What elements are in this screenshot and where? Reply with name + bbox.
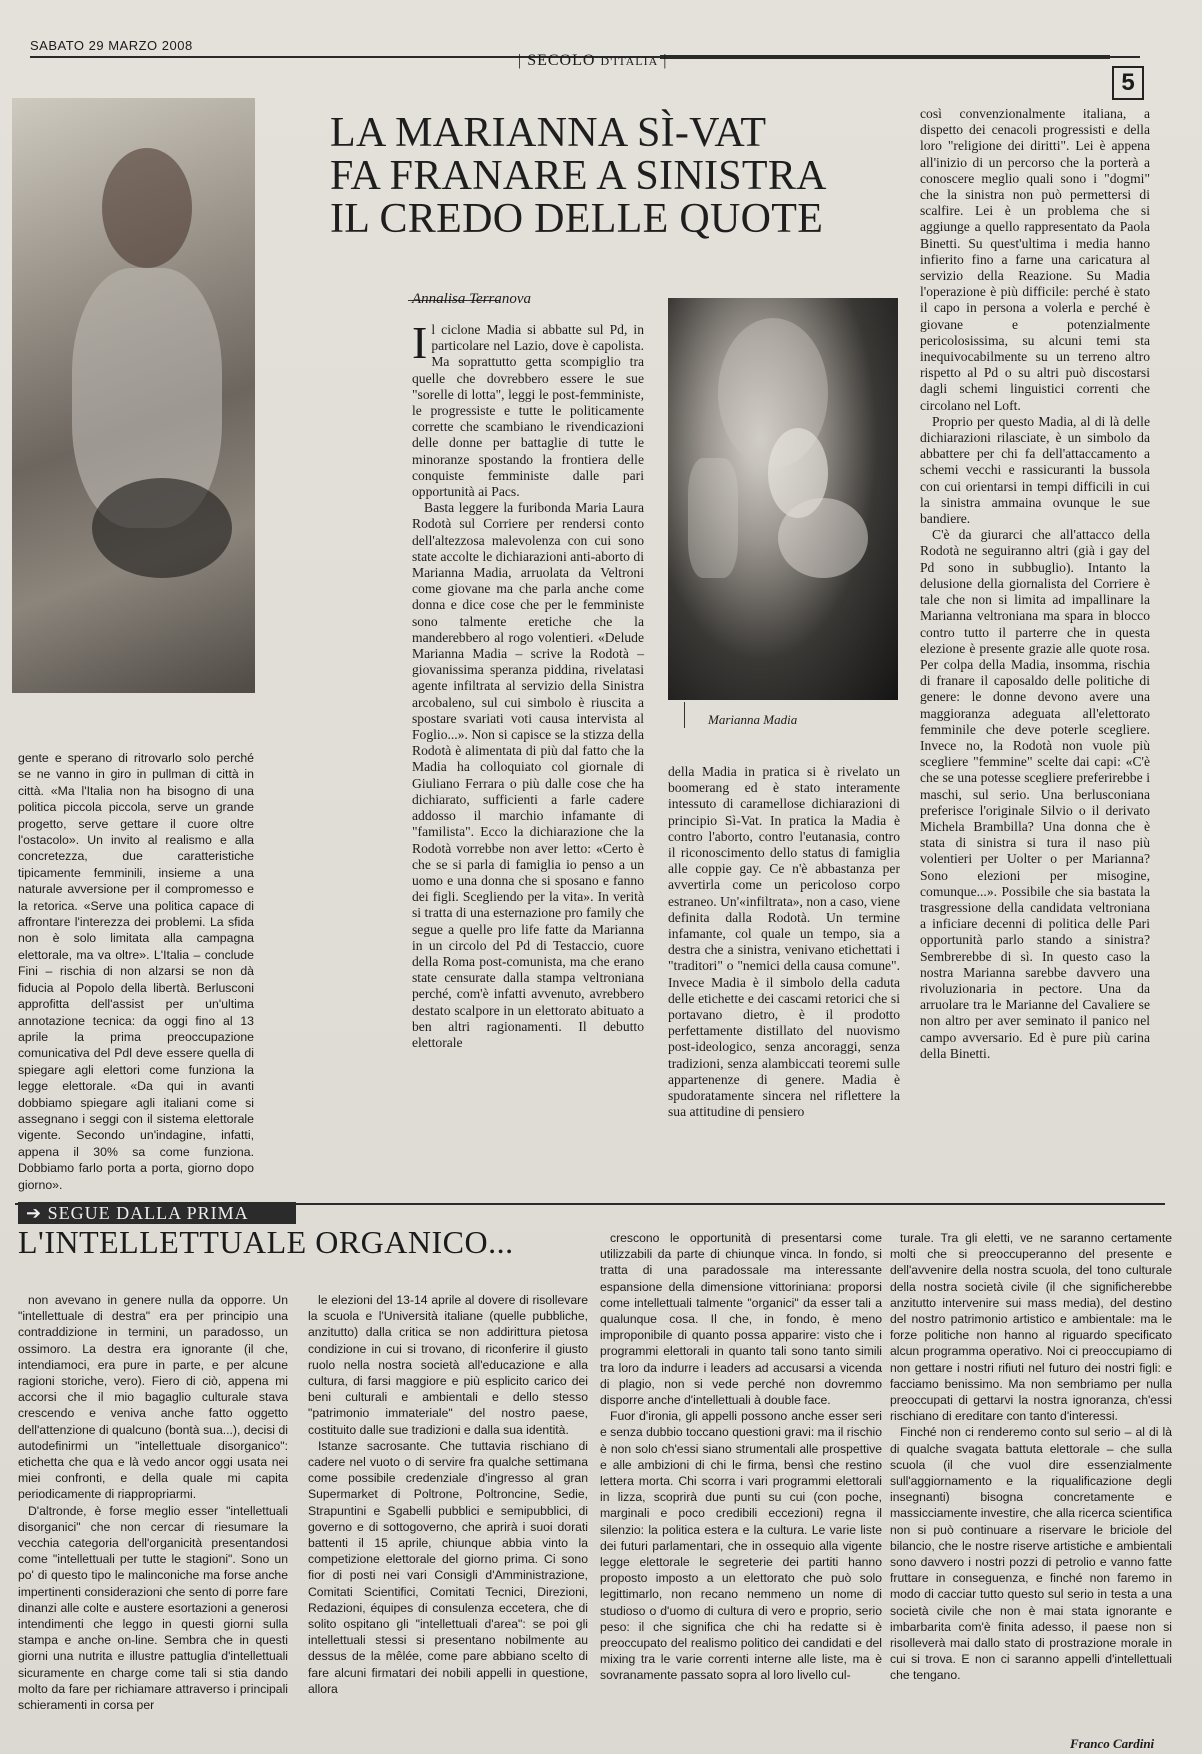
paragraph: D'altronde, è forse meglio esser "intellettuali disorganici" che non cercar di riesumare la vecchia categoria dell'organicità presentandosi come "intellettuali per tutte le stagioni". Sono un po' di questo tipo le malinconiche ma forse anche impertinenti considerazioni che sento di porre fare dinanzi alle colte e austere esortazioni a generosi intendimenti che leggo in questi giorni sulla stampa e anche on-line. Sembra che in questi giorni una nutrita e illustre pattuglia d'intellettuali sicuramente en charge come tali si stia dando molto da fare per richiamare attraverso i principali schieramenti in corsa per [18,1503,288,1713]
second-article-column-2 [308,1292,588,1750]
paragraph: C'è da giurarci che all'attacco della Rodotà ne seguiranno altri (già i gay del Pd sono in subbuglio). Intanto la delusione della giornalista del Corriere è tale che non si limita ad impallinare la Marianna veltroniana ma spara in blocco contro tutto il parterre che in questa elezione è presente grazie alle quote rosa. Per colpa della Madia, insomma, rischia di franare il caposaldo delle politiche di genere: le donne devono avere una maggioranza adeguata all'elettorato femminile che deve poterle scegliere. Invece no, la Rodotà non vuole più scegliere "femmine" scelte dai capi: «C'è che se una potesse scegliere preferirebbe i maschi, sul serio. Una berlusconiana preferisce l'originale Silvio o il derivato Michela Brambilla? Una donna che è stata di sinistra si tura il naso più volentieri per Uolter o per Marianna? Sono elezioni per misogine, comunque...». Possibile che sia bastata la trasgressione della candidata veltroniana a inficiare decenni di politica delle Pari opportunità parlo stando a sinistra? Sembrerebbe di sì. In questo caso la nostra Marianna sarebbe davvero una rivoluzionaria in pectore. Una da arruolare tra le Marianne del Cavaliere se non altro per aver seminato il panico nel campo avversario. Ed è pure più carina della Binetti. [920,527,1150,1061]
second-article-column-1 [18,1292,288,1750]
photo-woman-smiling [12,98,255,693]
paragraph: Proprio per questo Madia, al di là delle dichiarazioni rilasciate, è un simbolo da abbattere per chi fa dell'attaccamento a schemi vecchi e rassicuranti la bussola con cui orientarsi in tempi difficili in cui la sinistra ammaina ovunque le sue bandiere. [920,413,1150,527]
paragraph: Fuor d'ironia, gli appelli possono anche esser seri e senza dubbio toccano questioni gravi: ma il rischio è non solo ch'essi siano strumentali alle prospettive e alle ambizioni di chi le firma, bensì che restino lettera morta. Chi scorra i vari programmi elettorali in lizza, scoprirà due punti su cui (con poche, marginali e poco credibili eccezioni) regna il silenzio: la politica estera e la cultura. Le varie liste dei futuri parlamentari, che in ossequio alla vigente legge elettorale le segreterie dei partiti hanno proposto imposto a un elettorato che può solo legittimarlo, non recano nemmeno un nome di studioso o d'uomo di cultura di vero e proprio, serio peso: il che significa che chi ha redatte si è preoccupato del realismo politico dei candidati e del mixing tra le varie correnti interne alle liste, ma è sovranamente passato sopra al loro livello cul- [600,1409,882,1683]
caption-bar [684,702,685,728]
paragraph: non avevano in genere nulla da opporre. Un "intellettuale di destra" era per principio una contraddizione in termini, un paradosso, un ossimoro. La destra era ignorante (il che, intendiamoci, era pure in parte, e per alcune ragioni storiche, vero). Fiero di ciò, appena mi accorsi che il mio bagaglio culturale stava crescendo e veniva anche fatto oggetto dell'attenzione di qualcuno (bontà sua...), decisi di autodefinirmi un "intellettuale disorganico": etichetta che qua e là vedo ancor oggi usata nei miei confronti, e della quale mi capita periodicamente di riappropriarmi. [18,1293,288,1502]
paragraph: così convenzionalmente italiana, a dispetto dei cenacoli progressisti e della loro "religione dei diritti". Lei è appena all'inizio di un percorso che la porterà a conoscere meglio quali sono i "dogmi" che la sinistra non può permettersi di scalfire. Lei è un problema che si aggiunge a quello rappresentato da Paola Binetti. Su quest'ultima i media hanno infierito fino a farne una caricatura al servizio della Reazione. Su Madia l'operazione è più difficile: perché è stato il capo in persona a volerla e perché è giovane e potenzialmente pericolosissima, su alcuni temi sta inequivocabilmente su un terreno altro rispetto al Pd o su altri può discostarsi dagli schemi linguistici correnti che circolano nel Loft. [920,106,1150,413]
header-rule-thick [660,55,1110,59]
paragraph [412,317,644,500]
author-signature: Franco Cardini [1070,1736,1155,1751]
title-line: LA MARIANNA SÌ-VAT [330,110,767,156]
page-number: 5 [1112,66,1144,100]
article-column-3 [668,764,900,1202]
publication-suffix: D'ITALIA [600,54,659,68]
second-article-column-4 [890,1230,1172,1735]
publication-name: | SECOLO D'ITALIA | [518,52,668,69]
paragraph: Istanze sacrosante. Che tuttavia rischiano di cadere nel vuoto o di servire fra qualche settimana come possibile credenziale d'ingresso al gran Supermarket di Poltrone, Poltroncine, Sedie, Strapuntini e Sgabelli pubblici e semipubblici, di governo e di sottogoverno, che aprirà i suoi dorati battenti il 15 aprile, chiunque abbia vinto la competizione elettorale del giorno prima. Ci sono fior di posti nei vari Consigli d'Amministrazione, Comitati Scientifici, Comitati Tecnici, Direzioni, Redazioni, équipes di consulenza eccetera, che di solito ospitano gli "intellettuali d'area": se poi gli intellettuali stessi si presentano nobilmente au dessus de la mêlée, come pare abbiano scelto di fare alcuni firmatari dei nobili appelli in questione, allora [308,1438,588,1696]
article-column-2 [412,317,644,1222]
title-line: FA FRANARE A SINISTRA [330,152,827,199]
paragraph: le elezioni del 13-14 aprile al dovere di risollevare la scuola e l'Università italiane (quelle pubbliche, anzitutto) dalla critica se non addirittura pietosa condizione in cui si trovano, di riconferire il giusto ruolo nella nostra società all'educazione e alla cultura, di farsi maggiore e più esplicito carico dei beni culturali e ambientali e dello stesso "patrimonio immateriale" del nostro paese, costituito dalle sue tradizioni e dalla sua identità. [308,1293,588,1437]
paragraph: turale. Tra gli eletti, ve ne saranno certamente molti che si preoccuperanno del presente e dell'avvenire della nostra scuola, del tono culturale della nostra società civile (il che significherebbe anzitutto intervenire sui mass media), del destino del nostro patrimonio artistico e ambientale: ma le forze politiche non hanno al riguardo specificato alcun programma operativo. Noi ci preoccupiamo di non gettare i nostri rifiuti nel futuro dei nostri figli: e facciamo benissimo. Ma non sembriamo per nulla preoccupati di gettarvi la nostra ignoranza, ch'essi rischiano di ereditare con tanto d'interessi. [890,1231,1172,1424]
arrow-right-icon: ➔ [26,1203,43,1223]
paragraph: crescono le opportunità di presentarsi come utilizzabili da parte di chiunque vinca. In fondo, si tratta di una paradossale ma interessante espansione della dimensione vittoriniana: proporsi come intellettuali talmente "organici" da esser tali a qualunque cosa. Il che, in fondo, è meno improponibile di quanto possa apparire: visto che i programmi elettorali in quanto tali sono tanto simili tra loro da indurre i leaders ad accusarsi a vicenda di plagio, non si vede perché non dovremmo disporre anche d'intellettuali à double face. [600,1231,882,1408]
article-column-4 [920,106,1150,1203]
paragraph-text: l ciclone Madia si abbatte sul Pd, in particolare nel Lazio, dove è capolista. Ma soprattutto getta scompiglio tra quelle che dovrebbero essere le sue "sorelle di lotta", leggi le post-femministe, le progressiste e tutte le politicamente corrette che scambiano le rivendicazioni delle donne per battaglie di tutte le minoranze spostando la frontiera delle conquiste femministe dalle pari opportunità ai Pacs. [412,322,644,500]
issue-date: SABATO 29 MARZO 2008 [30,38,193,53]
title-line: IL CREDO DELLE QUOTE [330,195,824,242]
drop-cap: I [412,317,428,368]
paragraph: Finché non ci renderemo conto sul serio – al di là di qualche svagata battuta elettorale – che sulla scuola (il che vuol dire essenzialmente sull'aggiornamento e la riqualificazione degli insegnanti) bisogna concretamente e massicciamente investire, che alla ricerca scientifica non si può continuare a riservare le briciole del bilancio, che le nostre riserve artistiche e ambientali sono davvero i nostri pozzi di petrolio e vanno fatte fruttare in conseguenza, e finché non faremo in modo di cacciar tutto questo sul serio in testa a una società civile che non è mai stata ignorante e imbarbarita com'è finita adesso, il paese non si risolleverà mai dallo stato di prostrazione morale in cui si trova. E non ci saranno appelli d'intellettuali che tengano. [890,1425,1172,1683]
paragraph: gente e sperano di ritrovarlo solo perché se ne vanno in giro in pullman di città in città. «Ma l'Italia non ha bisogno di una politica piccola piccola, serve un grande progetto, serve gettare il cuore oltre l'ostacolo». Un invito al realismo e alla concretezza, due caratteristiche tipicamente femminili, insieme a una naturale avversione per il compromesso e la retorica. «Serve una politica capace di affrontare l'interezza dei problemi. La sfida non è solo limitata alla campagna elettorale, ma va oltre». L'Italia – conclude Fini – rischia di non alzarsi se non dà fiducia al Popolo della libertà. Berlusconi approfitta dell'assist per un'ultima annotazione tecnica: da oggi fino al 13 aprile la prima preoccupazione comunicativa del Pdl deve essere quella di spiegare agli elettori come funziona la legge elettorale. «Da qui in avanti dobbiamo spiegare agli italiani come si assegnano i seggi con il sistema elettorale vigente. Secondo un'indagine, infatti, appena il 30% sa come funziona. Dobbiamo farlo porta a porta, giorno dopo giorno». [18,751,254,1192]
kicker-text: SEGUE DALLA PRIMA [47,1203,249,1223]
byline: Annalisa Terranova [412,291,532,307]
photo-marianna-madia [668,298,898,700]
paragraph: della Madia in pratica si è rivelato un boomerang ed è stato interamente intessuto di caramellose dichiarazioni di principio Sì-Vat. In pratica la Madia è contro l'aborto, contro l'eutanasia, contro il riconoscimento dello status di famiglia alle coppie gay. Ce n'è abbastanza per avvertirla come un pericoloso corpo estraneo. Un'«infiltrata», non a caso, viene definita dalla Rodotà. Un termine infamante, col quale un tempo, sia a destra che a sinistra, venivano etichettati i "traditori" o "nemici della causa comune". Invece Madia è il simbolo della caduta delle etichette e dei cascami retorici che si portavano dietro, è il prodotto perfettamente distillato del nuovismo post-ideologico, senza ancoraggi, senza tradizioni, senza alambiccati teoremi sulle appartenenze di genere. Madia è spudoratamente sincera nel riflettere la sua attitudine di pensiero [668,764,900,1120]
photo-caption: Marianna Madia [708,712,798,727]
article-column-1 [18,750,254,1192]
second-article-headline: L'INTELLETTUALE ORGANICO... [18,1224,514,1260]
kicker-label [18,1202,296,1224]
publication-main: SECOLO [527,52,596,69]
second-article-column-3 [600,1230,882,1750]
paragraph: Basta leggere la furibonda Maria Laura Rodotà sul Corriere per rendersi conto dell'altezzosa malevolenza con cui sono state accolte le dichiarazioni anti-aborto di Marianna Madia, arruolata da Veltroni come giovane ma che parla anche come donna e dice cose che per le femministe sono talmente eretiche che la manderebbero al rogo volentieri. «Delude Marianna Madia – scrive la Rodotà – giovanissima speranza piddina, rivelatasi agente infiltrata al servizio della Sinistra arcobaleno, sul cui simbolo è riuscita a spostare svariati voti causa intervista al Foglio...». Non si capisce se la stizza della Rodotà è alimentata di più dal fatto che la Madia ha colloquiato col giornale di Giuliano Ferrara o più dalle cose che ha dichiarato, sufficienti a farle cadere addosso il marchio infamante di "familista". Ecco la dichiarazione che la Rodotà vorrebbe non aver letto: «Certo è che se si parla di famiglia io penso a un uomo e una donna che si sposano e fanno dei figli. Scegliendo per la vita». In verità si tratta di una esternazione pro family che segue a quelle pro life fatte da Marianna in un circolo del Pd di Testaccio, cuore della Roma post-comunista, ma che erano state censurate dalla stampa veltroniana perché, com'è infatti avvenuto, avrebbero destato scalpore in un elettorato abituato a ben altri ragionamenti. Il debutto elettorale [412,500,644,1050]
article-title [330,112,890,240]
